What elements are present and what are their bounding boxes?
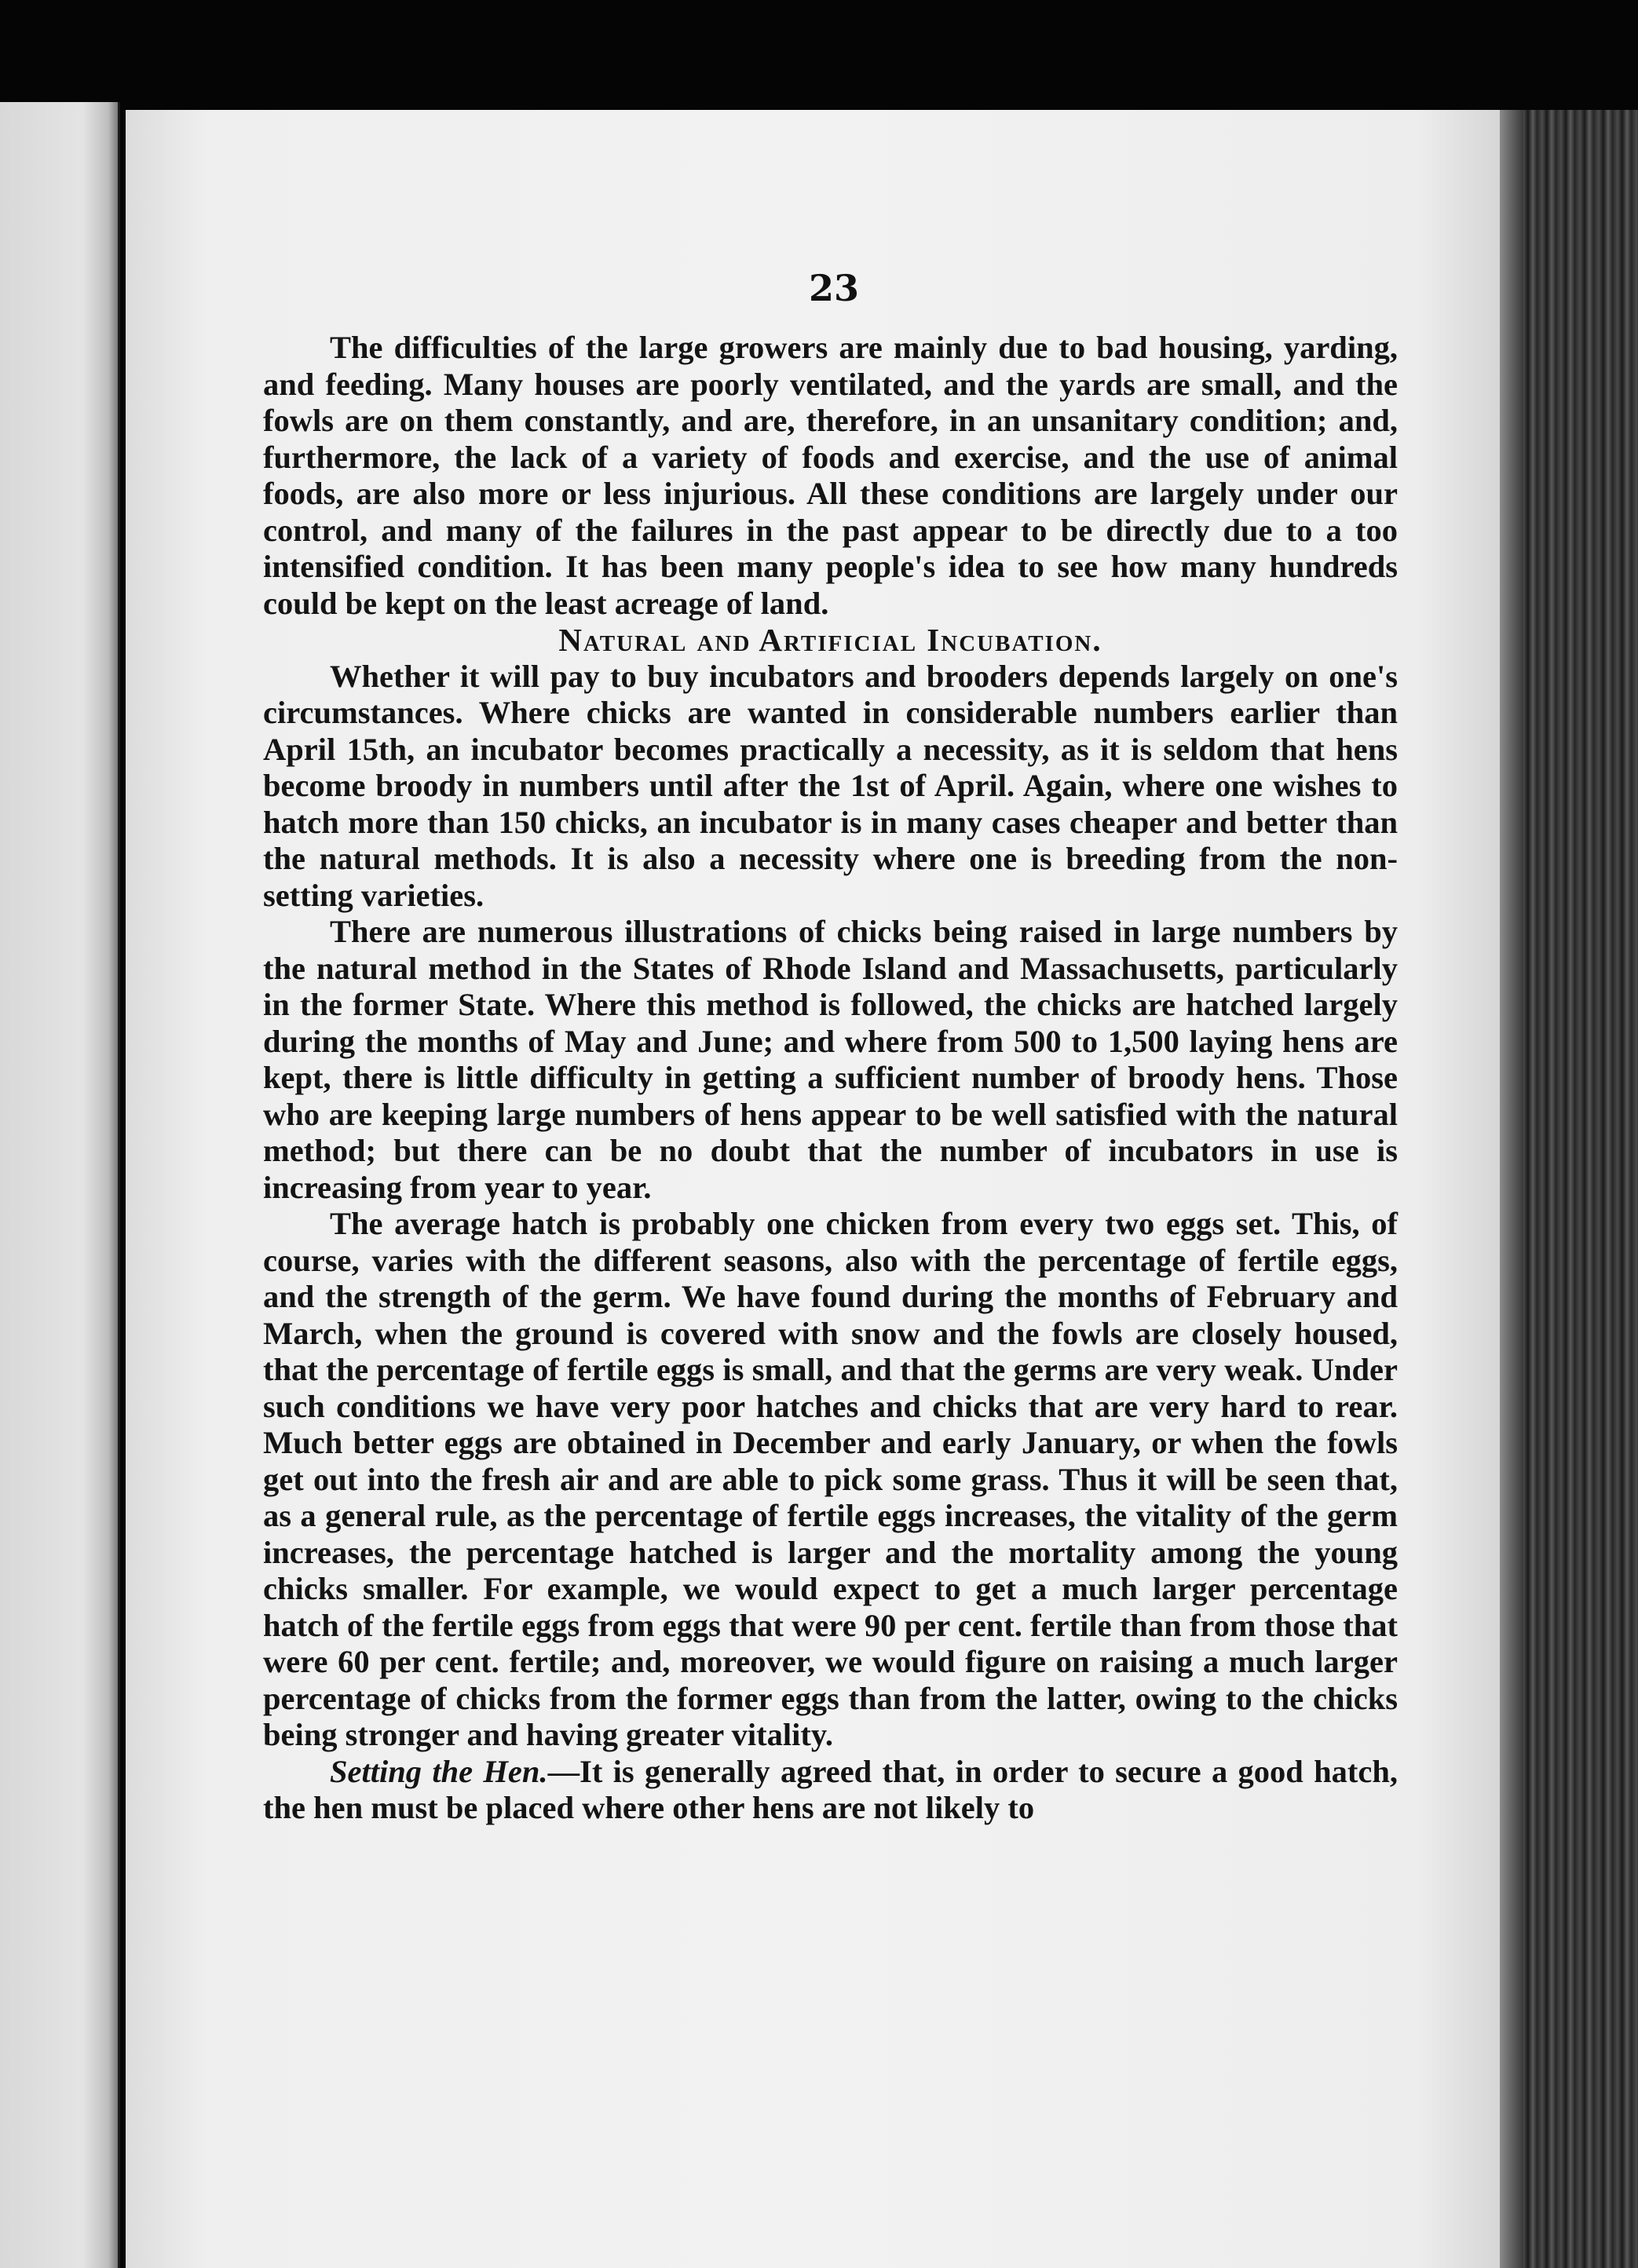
paragraph-growers-difficulties: The difficulties of the large growers are mainly due to bad housing, yarding, and feeding. Many houses are poorly ventilated, and the yards are small, and the fowls are on them constantly, and are, therefore, in an unsanitary condition; and, furthermore, the lack of a variety of foods and exercise, and the use of animal foods, are also more or less injurious. All these conditions are largely under our control, and many of the failures in the past appear to be directly due to a too intensified condition. It has been many people's idea to see how many hundreds could be kept on the least acreage of land. [263,330,1398,621]
paragraph-incubators: Whether it will pay to buy incubators and brooders depends largely on one's circumstances. Where chicks are wanted in considerable numbers earlier than April 15th, an incubator becomes practically a necessity, as it is seldom that hens become broody in numbers until after the 1st of April. Again, where one wishes to hatch more than 150 chicks, an incubator is in many cases cheaper and better than the natural methods. It is also a necessity where one is breeding from the non-setting varieties. [263,658,1398,913]
setting-the-hen-title: Setting the Hen. [330,1753,548,1789]
section-heading: Natural and Artificial Incubation. [558,622,1102,658]
paragraph-setting-the-hen [263,1754,1398,1827]
paragraph-average-hatch: The average hatch is probably one chicken from every two eggs set. This, of course, varies with the different seasons, also with the percentage of fertile eggs, and the strength of the germ. We have found during the months of February and March, when the ground is covered with snow and the fowls are closely housed, that the percentage of fertile eggs is small, and that the germs are very weak. Under such conditions we have very poor hatches and chicks that are very hard to rear. Much better eggs are obtained in December and early January, or when the fowls get out into the fresh air and are able to pick some grass. Thus it will be seen that, as a general rule, as the percentage of fertile eggs increases, the vitality of the germ increases, the percentage hatched is larger and the mortality among the young chicks smaller. For example, we would expect to get a much larger percentage hatch of the fertile eggs from eggs that were 90 per cent. fertile than from those that were 60 per cent. fertile; and, moreover, we would figure on raising a much larger percentage of chicks from the former eggs than from the latter, owing to the chicks being stronger and having greater vitality. [263,1206,1398,1752]
page-body [263,330,1398,1827]
facing-page-edge [0,102,120,2268]
page-number: 23 [809,267,860,309]
paragraph-natural-method: There are numerous illustrations of chicks being raised in large numbers by the natural method in the States of Rhode Island and Massachusetts, particularly in the former State. Where this method is followed, the chicks are hatched largely during the months of May and June; and where from 500 to 1,500 laying hens are kept, there is little difficulty in getting a sufficient number of broody hens. Those who are keeping large numbers of hens appear to be well satisfied with the natural method; but there can be no doubt that the number of incubators in use is increasing from year to year. [263,914,1398,1205]
setting-the-hen-text: —It is generally agreed that, in order to secure a good hatch, the hen must be placed where other hens are not likely to [263,1753,1398,1825]
book-binding [1500,110,1638,2268]
